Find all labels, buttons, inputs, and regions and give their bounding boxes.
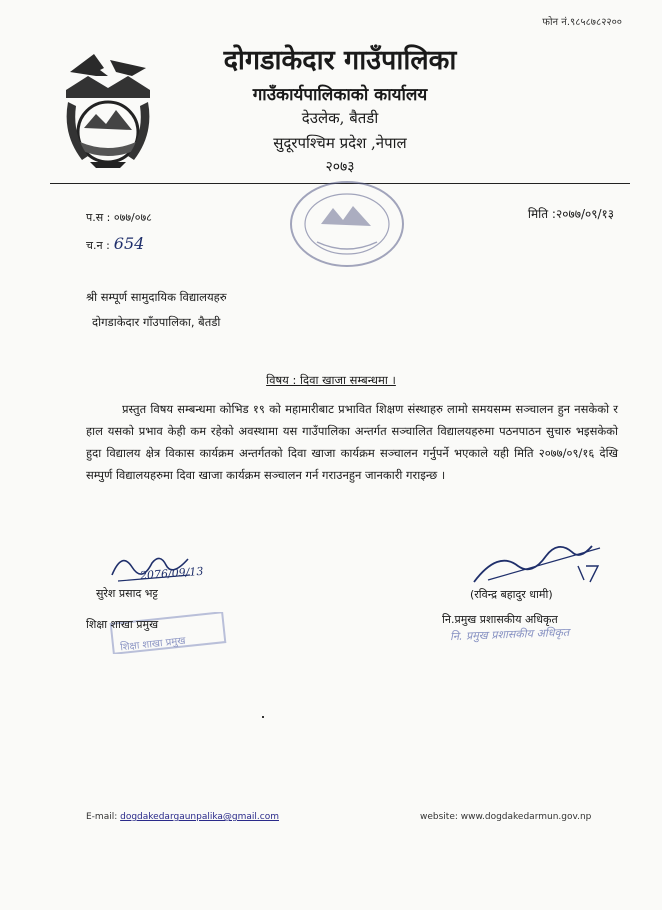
office-province: सुदूरपश्चिम प्रदेश ,नेपाल [273,134,407,152]
right-signatory-name: (रविन्द्र बहादुर धामी) [470,588,553,601]
left-signature-date: 2076/09/13 [139,564,204,583]
municipality-title: दोगडाकेदार गाउँपालिका [223,45,457,76]
left-signatory-title: शिक्षा शाखा प्रमुख [86,618,159,631]
right-signature-icon [468,530,608,590]
letter-reference-number: प.स : ०७७/०७८ [86,211,152,224]
established-year: २०७३ [325,159,355,175]
footer-website[interactable]: website: www.dogdakedarmun.gov.np [420,812,592,822]
dispatch-number-value: 654 [113,234,145,253]
letter-subject-text: विषय : दिवा खाजा सम्बन्धमा । [266,373,396,387]
footer-email-link[interactable]: dogdakedargaunpalika@gmail.com [120,812,279,822]
letter-date: मिति :२०७७/०९/१३ [527,207,614,221]
letter-body-text: प्रस्तुत विषय सम्बन्धमा कोभिड १९ को महामारीबाट प्रभावित शिक्षण संस्थाहरु लामो समयसम्म सञ्चालन हुन नसकेको र हाल यसको प्रभाव केही कम रहेको अवस्थामा यस गाउँपालिका अन्तर्गत सञ्चालित विद्यालयहरुमा पठनपाठन सुचारु भइसकेको हुदा विद्यालय क्षेत्र विकास कार्यक्रम अन्तर्गतको दिवा खाजा कार्यक्रम सञ्चालन गर्नुपर्ने भएकाले यही मिति २०७७/०९/१६ देखि सम्पुर्ण विद्यालयहरुमा दिवा खाजा कार्यक्रम सञ्चालन गर्न गराउनहुन जानकारी गराइन्छ । [86,402,618,482]
office-subtitle: गाउँकार्यपालिकाको कार्यालय [252,85,428,105]
left-stamp-text: शिक्षा शाखा प्रमुख [119,635,187,654]
addressee-line-1: श्री सम्पूर्ण सामुदायिक विद्यालयहरु [86,290,227,304]
letter-body [86,398,618,486]
left-signatory-name: सुरेश प्रसाद भट्ट [96,587,158,600]
footer-email-label: E-mail: [86,812,118,822]
addressee-line-2: दोगडाकेदार गाँउपालिका, बैतडी [92,315,221,329]
right-signatory-title: नि.प्रमुख प्रशासकीय अधिकृत [442,613,558,626]
office-address: देउलेक, बैतडी [301,109,379,127]
footer-email [86,812,279,822]
phone-number: फोन नं.९८५८७८२२०० [542,17,622,28]
letter-subject [0,373,662,388]
dispatch-number-label: च.न : [86,239,110,252]
right-stamp-text: नि. प्रमुख प्रशासकीय अधिकृत [449,625,570,644]
dispatch-number [86,234,144,253]
office-seal-icon [287,178,407,270]
page-mark [262,716,264,718]
